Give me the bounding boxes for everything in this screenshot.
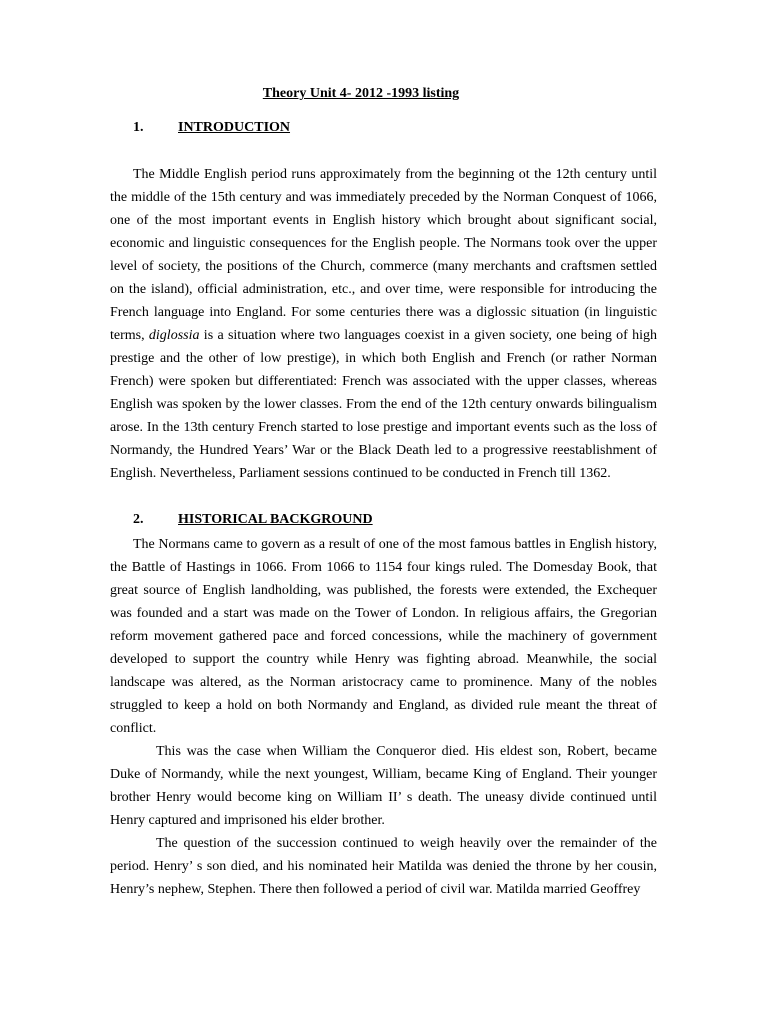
intro-text-part1: The Middle English period runs approximately from the beginning ot the 12th century until the middle of the 15th century and was immediately preceded by the Norman Conquest of 1066, one of the most important events in English history which brought about significant social, economic and linguistic consequences for the English people. The Normans took over the upper level of society, the positions of the Church, commerce (many merchants and craftsmen settled on the island), official administration, etc., and over time, were responsible for introducing the French language into England. For some centuries there was a diglossic situation (in linguistic terms, [110,167,657,343]
intro-text-part2: is a situation where two languages coexist in a given society, one being of high prestige and the other of low prestige), in which both English and French (or rather Norman French) were spoken but differentiated: French was associated with the upper classes, whereas English was spoken by the lower classes. From the end of the 12th century onwards bilingualism arose. In the 13th century French started to lose prestige and important events such as the loss of Normandy, the Hundred Years’ War or the Black Death led to a progressive reestablishment of English. Nevertheless, Parliament sessions continued to be conducted in French till 1362. [110,328,657,481]
section-heading-text: INTRODUCTION [178,120,291,135]
history-paragraph: This was the case when William the Conqueror died. His eldest son, Robert, became Duke of Normandy, while the next youngest, William, became King of England. Their younger brother Henry would become king on William II’ s death. The uneasy divide continued until Henry captured and imprisoned his elder brother. [110,744,657,828]
history-paragraph: The Normans came to govern as a result of one of the most famous battles in English history, the Battle of Hastings in 1066. From 1066 to 1154 four kings ruled. The Domesday Book, that great source of English landholding, was published, the forests were extended, the Exchequer was founded and a start was made on the Tower of London. In religious affairs, the Gregorian reform movement gathered pace and forced concessions, while the machinery of government developed to support the country while Henry was fighting abroad. Meanwhile, the social landscape was altered, as the Norman aristocracy came to prominence. Many of the nobles struggled to keep a hold on both Normandy and England, as divided rule meant the threat of conflict. [110,537,657,736]
history-paragraph: The question of the succession continued to weigh heavily over the remainder of the period. Henry’ s son died, and his nominated heir Matilda was denied the throne by her cousin, Henry’s nephew, Stephen. There then followed a period of civil war. Matilda married Geoffrey [110,836,657,897]
section-heading-historical-background [133,510,373,530]
document-title: Theory Unit 4- 2012 -1993 listing [262,86,460,101]
intro-term-diglossia: diglossia [148,328,200,343]
introduction-paragraph [110,163,657,485]
section-heading-text: HISTORICAL BACKGROUND [178,512,373,527]
section-number: 2. [133,512,144,527]
section-heading-introduction [133,118,290,138]
section-number: 1. [133,120,144,135]
